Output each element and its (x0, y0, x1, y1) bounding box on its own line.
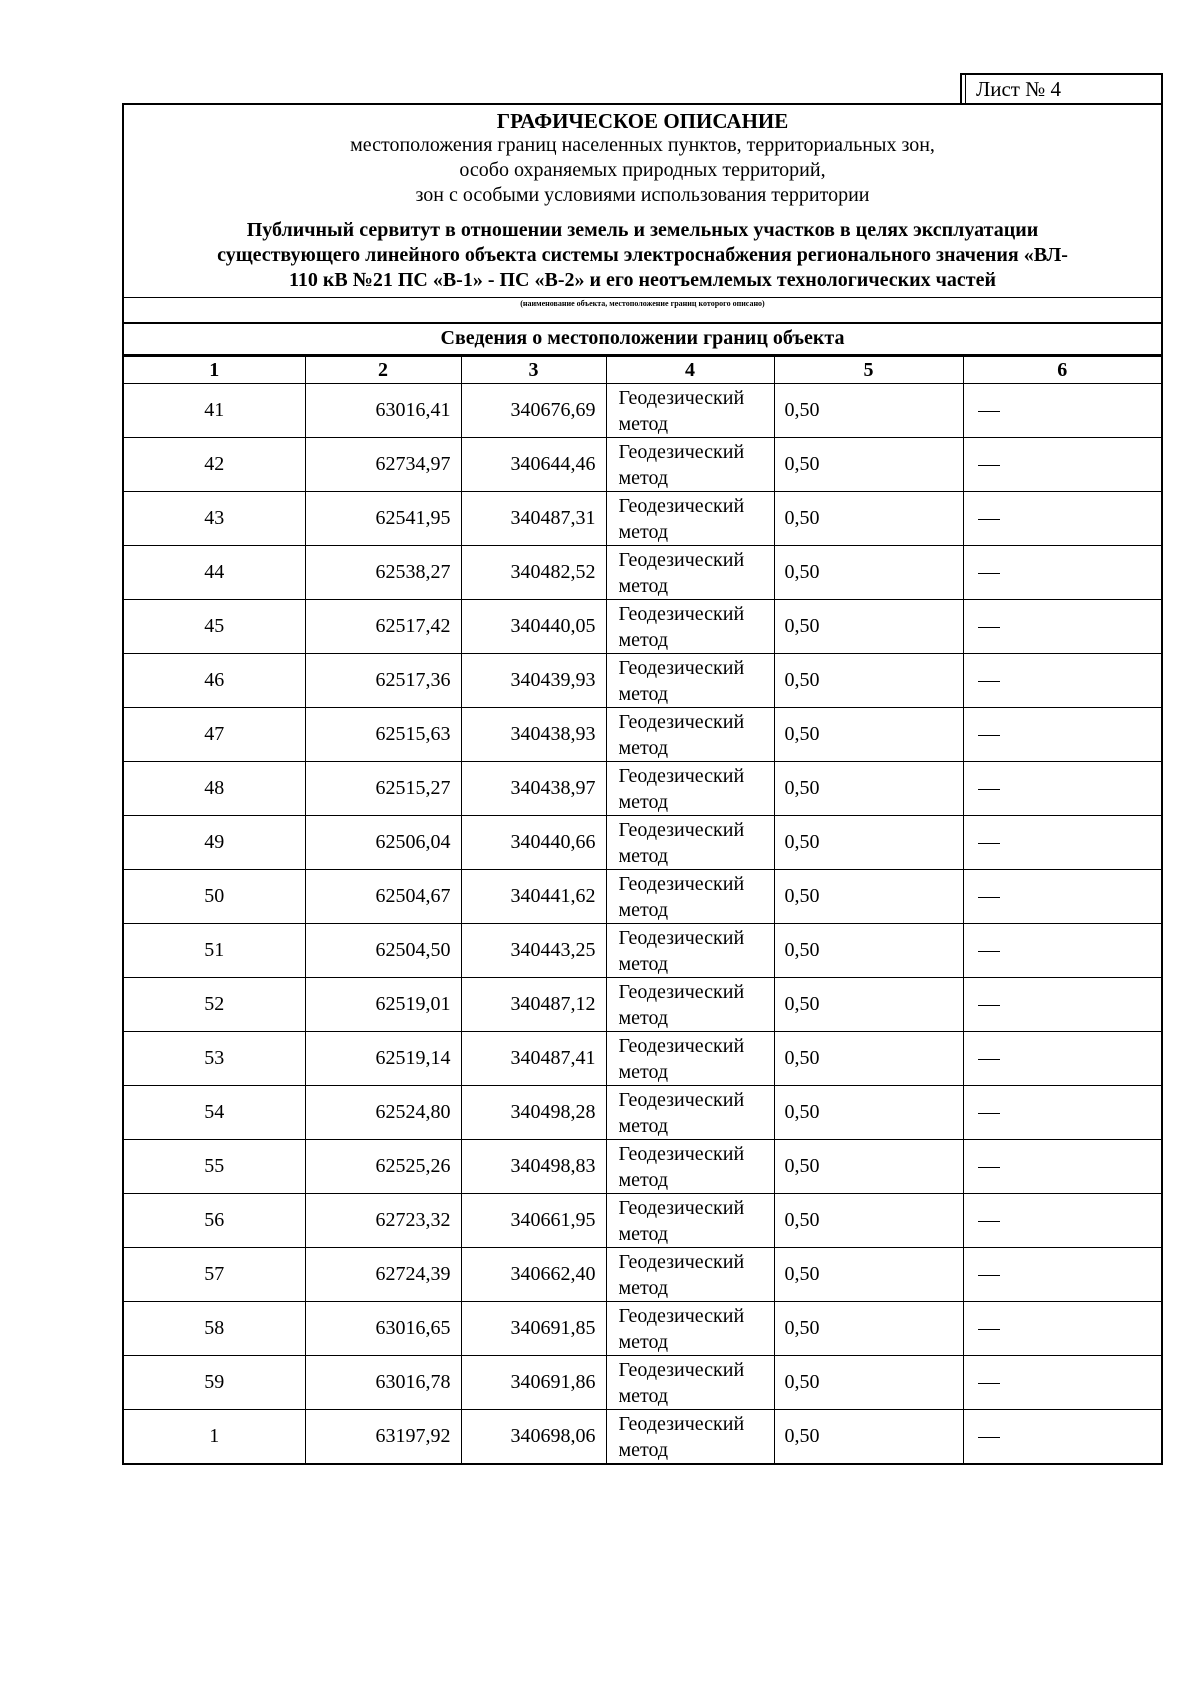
method-line-1: Геодезический (618, 1089, 745, 1111)
point-number: 46 (124, 654, 305, 708)
method-line-2: метод (618, 1439, 669, 1461)
method-line-1: Геодезический (618, 765, 745, 787)
coordinate-x: 62734,97 (305, 438, 461, 492)
coordinate-y: 340487,12 (461, 978, 606, 1032)
precision: 0,50 (774, 492, 963, 546)
method-line-1: Геодезический (618, 1143, 745, 1165)
method-line-1: Геодезический (618, 873, 745, 895)
coordinate-y: 340644,46 (461, 438, 606, 492)
description-cell (963, 1248, 1161, 1302)
dash-mark (978, 1383, 1000, 1384)
subtitle-line-1: местоположения границ населенных пунктов, территориальных зон, (350, 134, 935, 156)
method-cell (606, 384, 774, 438)
table-body (124, 384, 1161, 1464)
description-cell (963, 438, 1161, 492)
coordinate-y: 340438,97 (461, 762, 606, 816)
point-number: 57 (124, 1248, 305, 1302)
point-number: 45 (124, 600, 305, 654)
method-cell (606, 708, 774, 762)
method-line-2: метод (618, 1007, 669, 1029)
point-number: 50 (124, 870, 305, 924)
coordinate-x: 62525,26 (305, 1140, 461, 1194)
coordinate-x: 62504,50 (305, 924, 461, 978)
column-header: 5 (774, 357, 963, 384)
method-line-1: Геодезический (618, 981, 745, 1003)
coordinate-y: 340487,41 (461, 1032, 606, 1086)
point-number: 52 (124, 978, 305, 1032)
coordinate-y: 340698,06 (461, 1410, 606, 1464)
table-row (124, 546, 1161, 600)
method-line-1: Геодезический (618, 657, 745, 679)
description-cell (963, 1356, 1161, 1410)
method-line-1: Геодезический (618, 1305, 745, 1327)
coordinate-y: 340498,28 (461, 1086, 606, 1140)
table-row (124, 762, 1161, 816)
object-name-line-3: 110 кВ №21 ПС «В-1» - ПС «В-2» и его неотъемлемых технологических частей (288, 269, 997, 291)
point-number: 41 (124, 384, 305, 438)
coordinate-x: 62504,67 (305, 870, 461, 924)
table-row (124, 438, 1161, 492)
method-line-2: метод (618, 683, 669, 705)
table-row (124, 1302, 1161, 1356)
point-number: 1 (124, 1410, 305, 1464)
point-number: 47 (124, 708, 305, 762)
dash-mark (978, 789, 1000, 790)
dash-mark (978, 465, 1000, 466)
method-line-1: Геодезический (618, 441, 745, 463)
coordinate-y: 340691,86 (461, 1356, 606, 1410)
coordinate-x: 62515,63 (305, 708, 461, 762)
description-cell (963, 1410, 1161, 1464)
method-line-2: метод (618, 845, 669, 867)
coordinate-x: 62519,01 (305, 978, 461, 1032)
method-cell (606, 870, 774, 924)
coordinate-x: 62515,27 (305, 762, 461, 816)
dash-mark (978, 519, 1000, 520)
method-line-1: Геодезический (618, 1197, 745, 1219)
description-cell (963, 1140, 1161, 1194)
dash-mark (978, 1329, 1000, 1330)
table-row (124, 1032, 1161, 1086)
method-cell (606, 1356, 774, 1410)
method-line-2: метод (618, 737, 669, 759)
precision: 0,50 (774, 1356, 963, 1410)
table-row (124, 816, 1161, 870)
method-line-1: Геодезический (618, 1359, 745, 1381)
subtitle-line-3: зон с особыми условиями использования территории (415, 184, 870, 206)
precision: 0,50 (774, 1410, 963, 1464)
document-frame (122, 103, 1163, 1465)
table-header-row (124, 357, 1161, 384)
method-cell (606, 924, 774, 978)
point-number: 53 (124, 1032, 305, 1086)
method-line-1: Геодезический (618, 711, 745, 733)
object-name-line-2: существующего линейного объекта системы электроснабжения регионального значения «ВЛ- (217, 244, 1068, 266)
coordinate-x: 63016,78 (305, 1356, 461, 1410)
coordinates-table (124, 356, 1161, 1463)
method-cell (606, 600, 774, 654)
precision: 0,50 (774, 1194, 963, 1248)
object-name (124, 218, 1161, 293)
dash-mark (978, 1167, 1000, 1168)
point-number: 59 (124, 1356, 305, 1410)
dash-mark (978, 1221, 1000, 1222)
description-cell (963, 654, 1161, 708)
point-number: 58 (124, 1302, 305, 1356)
method-line-2: метод (618, 1331, 669, 1353)
section-title: Сведения о местоположении границ объекта (124, 324, 1161, 356)
coordinate-y: 340440,66 (461, 816, 606, 870)
dash-mark (978, 735, 1000, 736)
point-number: 49 (124, 816, 305, 870)
method-line-1: Геодезический (618, 549, 745, 571)
column-header: 2 (305, 357, 461, 384)
method-line-2: метод (618, 629, 669, 651)
precision: 0,50 (774, 1032, 963, 1086)
dash-mark (978, 573, 1000, 574)
dash-mark (978, 411, 1000, 412)
method-cell (606, 492, 774, 546)
method-line-2: метод (618, 467, 669, 489)
precision: 0,50 (774, 438, 963, 492)
precision: 0,50 (774, 654, 963, 708)
method-line-2: метод (618, 575, 669, 597)
method-line-1: Геодезический (618, 1035, 745, 1057)
coordinate-x: 62538,27 (305, 546, 461, 600)
method-cell (606, 816, 774, 870)
precision: 0,50 (774, 762, 963, 816)
table-row (124, 1356, 1161, 1410)
method-cell (606, 1140, 774, 1194)
description-cell (963, 816, 1161, 870)
coordinate-x: 62541,95 (305, 492, 461, 546)
method-line-2: метод (618, 791, 669, 813)
coordinate-y: 340439,93 (461, 654, 606, 708)
method-line-1: Геодезический (618, 819, 745, 841)
point-number: 55 (124, 1140, 305, 1194)
method-cell (606, 546, 774, 600)
method-line-1: Геодезический (618, 387, 745, 409)
column-header: 4 (606, 357, 774, 384)
method-line-1: Геодезический (618, 1413, 745, 1435)
coordinate-y: 340691,85 (461, 1302, 606, 1356)
point-number: 54 (124, 1086, 305, 1140)
coordinate-x: 63016,41 (305, 384, 461, 438)
document-title: ГРАФИЧЕСКОЕ ОПИСАНИЕ (496, 109, 789, 133)
table-row (124, 600, 1161, 654)
method-cell (606, 978, 774, 1032)
coordinate-y: 340438,93 (461, 708, 606, 762)
coordinate-y: 340661,95 (461, 1194, 606, 1248)
method-line-1: Геодезический (618, 603, 745, 625)
dash-mark (978, 681, 1000, 682)
table-row (124, 1410, 1161, 1464)
dash-mark (978, 1059, 1000, 1060)
point-number: 56 (124, 1194, 305, 1248)
coordinate-y: 340482,52 (461, 546, 606, 600)
description-cell (963, 384, 1161, 438)
table-row (124, 492, 1161, 546)
point-number: 42 (124, 438, 305, 492)
point-number: 43 (124, 492, 305, 546)
method-line-1: Геодезический (618, 927, 745, 949)
table-row (124, 870, 1161, 924)
table-row (124, 384, 1161, 438)
coordinate-x: 62524,80 (305, 1086, 461, 1140)
method-cell (606, 1248, 774, 1302)
dash-mark (978, 1113, 1000, 1114)
coordinate-y: 340440,05 (461, 600, 606, 654)
method-cell (606, 1194, 774, 1248)
precision: 0,50 (774, 1140, 963, 1194)
precision: 0,50 (774, 384, 963, 438)
method-line-2: метод (618, 1385, 669, 1407)
description-cell (963, 762, 1161, 816)
method-line-2: метод (618, 413, 669, 435)
precision: 0,50 (774, 978, 963, 1032)
table-row (124, 1140, 1161, 1194)
object-name-line-1: Публичный сервитут в отношении земель и земельных участков в целях эксплуатации (246, 219, 1039, 241)
precision: 0,50 (774, 816, 963, 870)
method-line-2: метод (618, 1223, 669, 1245)
precision: 0,50 (774, 546, 963, 600)
table-row (124, 654, 1161, 708)
method-cell (606, 1410, 774, 1464)
method-cell (606, 1086, 774, 1140)
method-cell (606, 1302, 774, 1356)
method-line-2: метод (618, 953, 669, 975)
description-cell (963, 924, 1161, 978)
description-cell (963, 492, 1161, 546)
method-line-2: метод (618, 521, 669, 543)
subtitle-line-2: особо охраняемых природных территорий, (459, 159, 826, 181)
column-header: 6 (963, 357, 1161, 384)
coordinate-x: 62517,42 (305, 600, 461, 654)
method-cell (606, 762, 774, 816)
precision: 0,50 (774, 870, 963, 924)
coordinate-x: 62519,14 (305, 1032, 461, 1086)
description-cell (963, 1194, 1161, 1248)
coordinate-x: 63016,65 (305, 1302, 461, 1356)
description-cell (963, 1032, 1161, 1086)
coordinate-y: 340662,40 (461, 1248, 606, 1302)
precision: 0,50 (774, 600, 963, 654)
dash-mark (978, 951, 1000, 952)
description-cell (963, 870, 1161, 924)
column-header: 1 (124, 357, 305, 384)
precision: 0,50 (774, 924, 963, 978)
coordinate-x: 62723,32 (305, 1194, 461, 1248)
coordinate-y: 340498,83 (461, 1140, 606, 1194)
description-cell (963, 600, 1161, 654)
dash-mark (978, 843, 1000, 844)
description-cell (963, 546, 1161, 600)
method-line-1: Геодезический (618, 1251, 745, 1273)
description-cell (963, 978, 1161, 1032)
table-row (124, 1248, 1161, 1302)
dash-mark (978, 627, 1000, 628)
method-cell (606, 654, 774, 708)
column-header: 3 (461, 357, 606, 384)
precision: 0,50 (774, 1302, 963, 1356)
coordinate-x: 62724,39 (305, 1248, 461, 1302)
point-number: 44 (124, 546, 305, 600)
coordinate-y: 340487,31 (461, 492, 606, 546)
dash-mark (978, 1005, 1000, 1006)
document-header (124, 105, 1161, 298)
table-row (124, 978, 1161, 1032)
table-row (124, 708, 1161, 762)
method-line-2: метод (618, 1115, 669, 1137)
point-number: 51 (124, 924, 305, 978)
table-row (124, 924, 1161, 978)
method-line-2: метод (618, 1277, 669, 1299)
coordinate-y: 340441,62 (461, 870, 606, 924)
dash-mark (978, 1275, 1000, 1276)
description-cell (963, 1086, 1161, 1140)
sheet-number: Лист № 4 (960, 73, 1163, 103)
dash-mark (978, 1437, 1000, 1438)
coordinate-x: 62517,36 (305, 654, 461, 708)
point-number: 48 (124, 762, 305, 816)
method-line-2: метод (618, 1061, 669, 1083)
method-line-1: Геодезический (618, 495, 745, 517)
description-cell (963, 708, 1161, 762)
precision: 0,50 (774, 1086, 963, 1140)
precision: 0,50 (774, 1248, 963, 1302)
precision: 0,50 (774, 708, 963, 762)
object-caption: (наименование объекта, местоположение границ которого описано) (124, 298, 1161, 324)
coordinate-y: 340676,69 (461, 384, 606, 438)
method-line-2: метод (618, 1169, 669, 1191)
method-cell (606, 438, 774, 492)
table-row (124, 1086, 1161, 1140)
description-cell (963, 1302, 1161, 1356)
method-line-2: метод (618, 899, 669, 921)
method-cell (606, 1032, 774, 1086)
coordinate-x: 62506,04 (305, 816, 461, 870)
coordinate-y: 340443,25 (461, 924, 606, 978)
table-row (124, 1194, 1161, 1248)
coordinate-x: 63197,92 (305, 1410, 461, 1464)
dash-mark (978, 897, 1000, 898)
